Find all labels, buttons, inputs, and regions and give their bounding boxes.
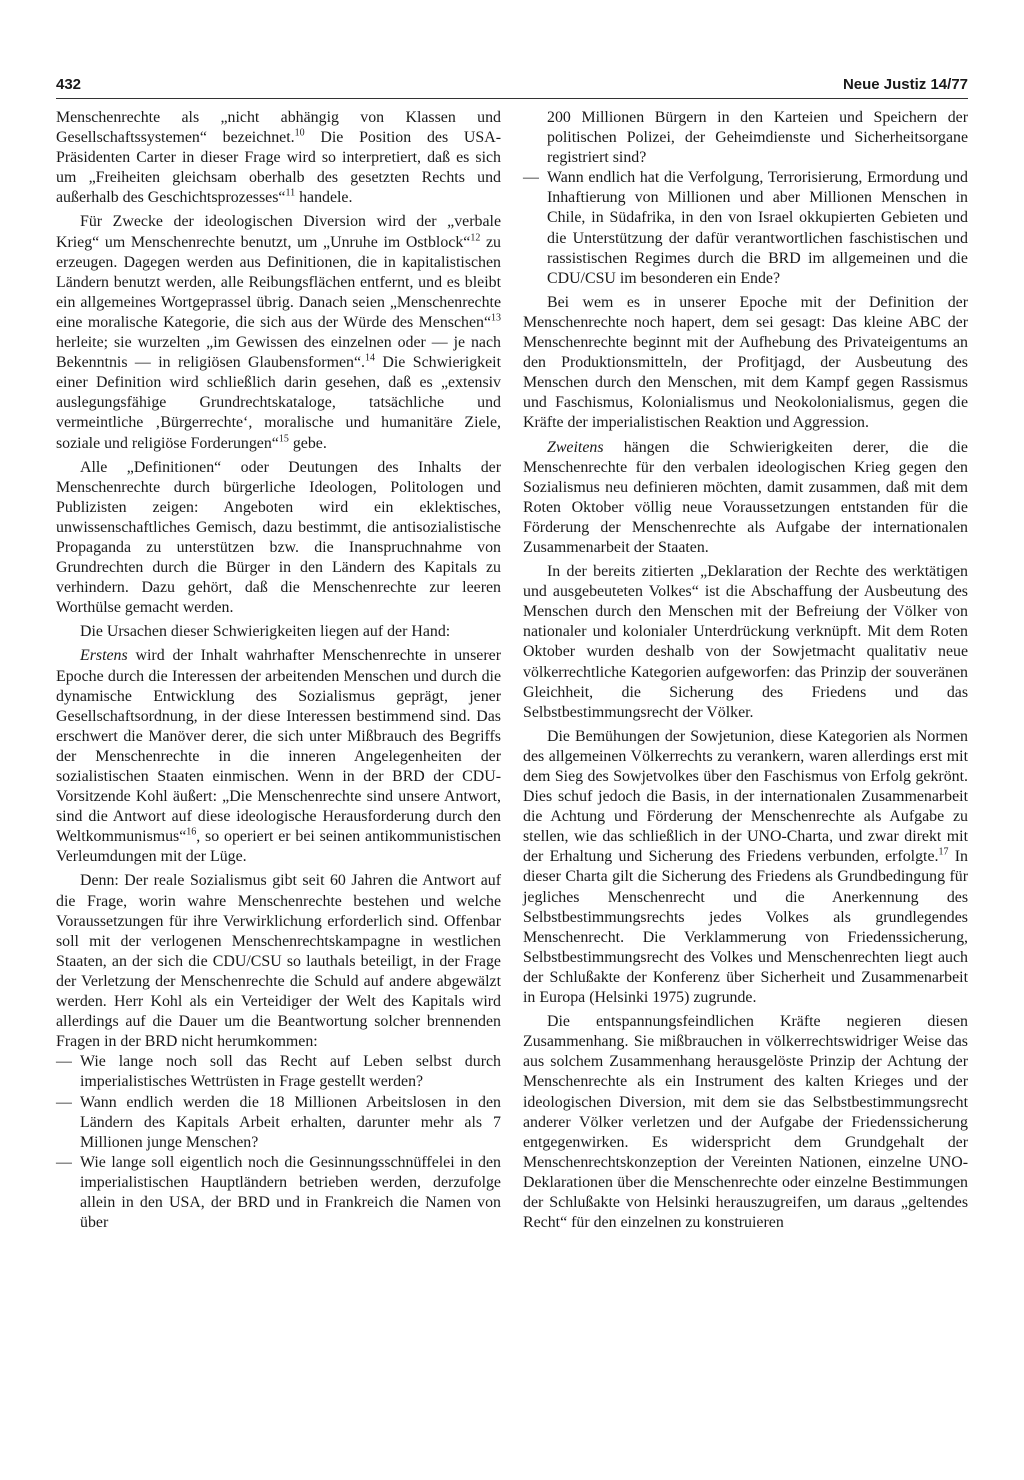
header-rule (56, 98, 968, 99)
list-item: — Wann endlich werden die 18 Millionen Arbeitslosen in den Ländern des Kapitals Arbeit erhalten, darunter mehr als 7 Millionen junge Menschen? (56, 1093, 501, 1151)
left-column (56, 108, 501, 1233)
page-number: 432 (56, 76, 82, 93)
footnote-ref: 17 (938, 847, 949, 859)
dash-bullet: — (56, 1153, 72, 1171)
paragraph: Alle „Definitionen“ oder Deutungen des Inhalts der Menschenrechte durch bürgerliche Ideologen, Politologen und Publizisten zeigen: Angeboten wird ein eklektisches, unwissenschaftliches Gemisch, dazu bestimmt, die antisozialistische Propaganda zu unterstützen bzw. die Inanspruchnahme von Grundrechten durch die Bürger in den Ländern des Kapitals zu verhindern. Dazu gehört, daß die Menschenrechte zur leeren Worthülse gemacht werden. (56, 458, 501, 617)
journal-title: Neue Justiz 14/77 (842, 76, 968, 93)
footnote-ref: 13 (491, 312, 501, 324)
footnote-ref: 15 (278, 433, 289, 445)
list-item: 200 Millionen Bürgern in den Karteien und Speichern der politischen Polizei, der Geheimdienste und Sicherheitsorgane registriert sind? (547, 109, 968, 167)
footnote-ref: 16 (186, 826, 197, 838)
paragraph: Menschenrechte als „nicht abhängig von Klassen und Gesellschaftssystemen“ bezeichnet.$^{10}$ Die Position des USA-Präsidenten Carter in dieser Frage wird so interpretiert, daß es sich um „Freiheiten gleichsam oberhalb des gesetzten Rechts und außerhalb des Geschichtsprozesses“$^{11}$ handele. (56, 109, 501, 207)
question-list (523, 108, 968, 289)
footnote-ref: 11 (285, 188, 296, 200)
footnote-ref: 12 (470, 232, 481, 244)
paragraph: Die Ursachen dieser Schwierigkeiten liegen auf der Hand: (80, 623, 451, 641)
list-item: — Wann endlich hat die Verfolgung, Terrorisierung, Ermordung und Inhaftierung von Millionen und aber Millionen Menschen in Chile, in Südafrika, in den von Israel okkupierten Gebieten und die Unterstützung der dafür verantwortlichen faschistischen und rassistischen Regimes durch die BRD im allgemeinen und die CDU/CSU im besonderen ein Ende? (523, 169, 968, 287)
paragraph: In der bereits zitierten „Deklaration der Rechte des werktätigen und ausgebeuteten Volkes“ ist die Abschaffung der Ausbeutung des Menschen durch den Menschen mit der Befreiung der Völker von nationaler und kolonialer Unterdrückung verknüpft. Mit dem Roten Oktober wurden deshalb von der Sowjetmacht qualitativ neue völkerrechtliche Kategorien aufgeworfen: das Prinzip der souveränen Gleichheit, die Sicherung des Friedens und das Selbstbestimmungsrecht der Völker. (523, 563, 968, 721)
text-columns (56, 108, 968, 1233)
footnote-ref: 10 (294, 127, 305, 139)
paragraph: Die Bemühungen der Sowjetunion, diese Kategorien als Normen des allgemeinen Völkerrechts zu verankern, waren allerdings erst mit dem Sieg des Sowjetvolkes über den Faschismus von Erfolg gekrönt. Dies schuf jedoch die Basis, in der internationalen Zusammenarbeit die Achtung und Förderung der Menschenrechte als Aufgabe zu stellen, wie das schließlich in der UNO-Charta, und zwar direkt mit der Erhaltung und Sicherung des Friedens verbunden, erfolgte.$^{17}$ In dieser Charta gilt die Sicherung des Friedens als Grundbedingung für jegliches Menschenrecht und die Anerkennung des Selbstbestimmungsrechts jedes Volkes als grundlegendes Menschenrecht. Die Verklammerung von Friedenssicherung, Selbstbestimmungsrecht des Volkes und Menschenrechten liegt auch der Schlußakte der Konferenz über Sicherheit und Zusammenarbeit in Europa (Helsinki 1975) zugrunde. (523, 727, 968, 1007)
running-header (56, 76, 968, 98)
paragraph: Denn: Der reale Sozialismus gibt seit 60 Jahren die Antwort auf die Frage, worin wahre Menschenrechte bestehen und welche Voraussetzungen für ihre Verwirklichung erforderlich sind. Offenbar soll mit der verlogenen Menschenrechtskampagne in westlichen Staaten, an der sich die CDU/CSU so lauthals beteiligt, in der Frage der Verletzung der Menschenrechte die Schuld auf andere abgewälzt werden. Herr Kohl als ein Verteidiger der Welt des Kapitals wird allerdings auf die Dauer um die Beantwortung solcher brennenden Fragen in der BRD nicht herumkommen: (56, 872, 501, 1051)
dash-bullet: — (523, 169, 539, 187)
paragraph: Bei wem es in unserer Epoche mit der Definition der Menschenrechte noch hapert, dem sei gesagt: Das kleine ABC der Menschenrechte beginnt mit der Aufhebung des Privateigentums an den Produktionsmitteln, der Profitjagd, der Ausbeutung des Menschen durch den Menschen, mit dem Kampf gegen Rassismus und Faschismus, Kolonialismus und Neokolonialismus, gegen die Kräfte der imperialistischen Reaktion und Aggression. (523, 293, 968, 432)
paragraph: Zweitens hängen die Schwierigkeiten derer, die die Menschenrechte für den verbalen ideologischen Krieg gegen den Sozialismus neu definieren möchten, damit zusammen, daß mit dem Roten Oktober völlig neue Voraussetzungen entstanden für die Förderung der Menschenrechte als Aufgabe der internationalen Zusammenarbeit der Staaten. (523, 438, 968, 556)
right-column (523, 108, 968, 1233)
emphasis: Erstens (80, 647, 128, 665)
list-item: — Wie lange noch soll das Recht auf Leben selbst durch imperialistisches Wettrüsten in Frage gestellt werden? (56, 1053, 501, 1091)
paragraph: Die entspannungsfeindlichen Kräfte negieren diesen Zusammenhang. Sie mißbrauchen in völkerrechtswidriger Weise das aus solchem Zusammenhang herausgelöste Prinzip der Achtung der Menschenrechte als ein Instrument des kalten Krieges und der ideologischen Diversion, mit dem sie das Selbstbestimmungsrecht anderer Völker verletzen und der Aufgabe der Friedenssicherung entgegenwirken. Es widerspricht dem Grundgehalt der Menschenrechtskonzeption der Vereinten Nationen, einzelne UNO-Deklarationen über die Menschenrechte oder einzelne Bestimmungen der Schlußakte von Helsinki herauszugreifen, um daraus „geltendes Recht“ für den einzelnen zu konstruieren (523, 1013, 968, 1232)
emphasis: Zweitens (547, 438, 604, 456)
dash-bullet: — (56, 1093, 72, 1111)
footnote-ref: 14 (364, 352, 375, 364)
paragraph: Für Zwecke der ideologischen Diversion wird der „verbale Krieg“ um Menschenrechte benutzt, um „Unruhe im Ostblock“$^{12}$ zu erzeugen. Dagegen werden aus Definitionen, die in kapitalistischen Ländern benutzt werden, alle Reibungsflächen entfernt, und es bleibt ein allgemeines Wortgeprassel übrig. Danach seien „Menschenrechte eine moralische Kategorie, die sich aus der Würde des Menschen“$^{13}$ herleite; sie wurzelten „im Gewissen des einzelnen oder — je nach Bekenntnis — in religiösen Glaubensformen“.$^{14}$ Die Schwierigkeit einer Definition wird schließlich darin gesehen, daß es „extensiv auslegungsfähige Grundrechtskataloge, tatsächliche und vermeintliche ‚Bürgerrechte‘, moralische und humanitäre Ziele, soziale und religiöse Forderungen“$^{15}$ gebe. (56, 213, 502, 452)
list-item: — Wie lange soll eigentlich noch die Gesinnungsschnüffelei in den imperialistischen Hauptländern betrieben werden, derzufolge allein in den USA, der BRD und in Frankreich die Namen von über (56, 1153, 501, 1232)
paragraph: Erstens wird der Inhalt wahrhafter Menschenrechte in unserer Epoche durch die Interessen der arbeitenden Menschen und durch die dynamische Entwicklung des Sozialismus geprägt, jener Gesellschaftsordnung, in der diese Interessen bestimmend sind. Das erschwert die Manöver derer, die sich unter Mißbrauch des Begriffs der Menschenrechte in die inneren Angelegenheiten der sozialistischen Staaten einmischen. Wenn in der BRD der CDU-Vorsitzende Kohl äußert: „Die Menschenrechte sind unsere Antwort, sind die Antwort auf diese ideologische Herausforderung durch den Weltkommunismus“$^{16}$, so operiert er bei seinen antikommunistischen Verleumdungen mit der Lüge. (56, 647, 501, 866)
question-list (56, 1052, 501, 1233)
dash-bullet: — (56, 1053, 72, 1071)
